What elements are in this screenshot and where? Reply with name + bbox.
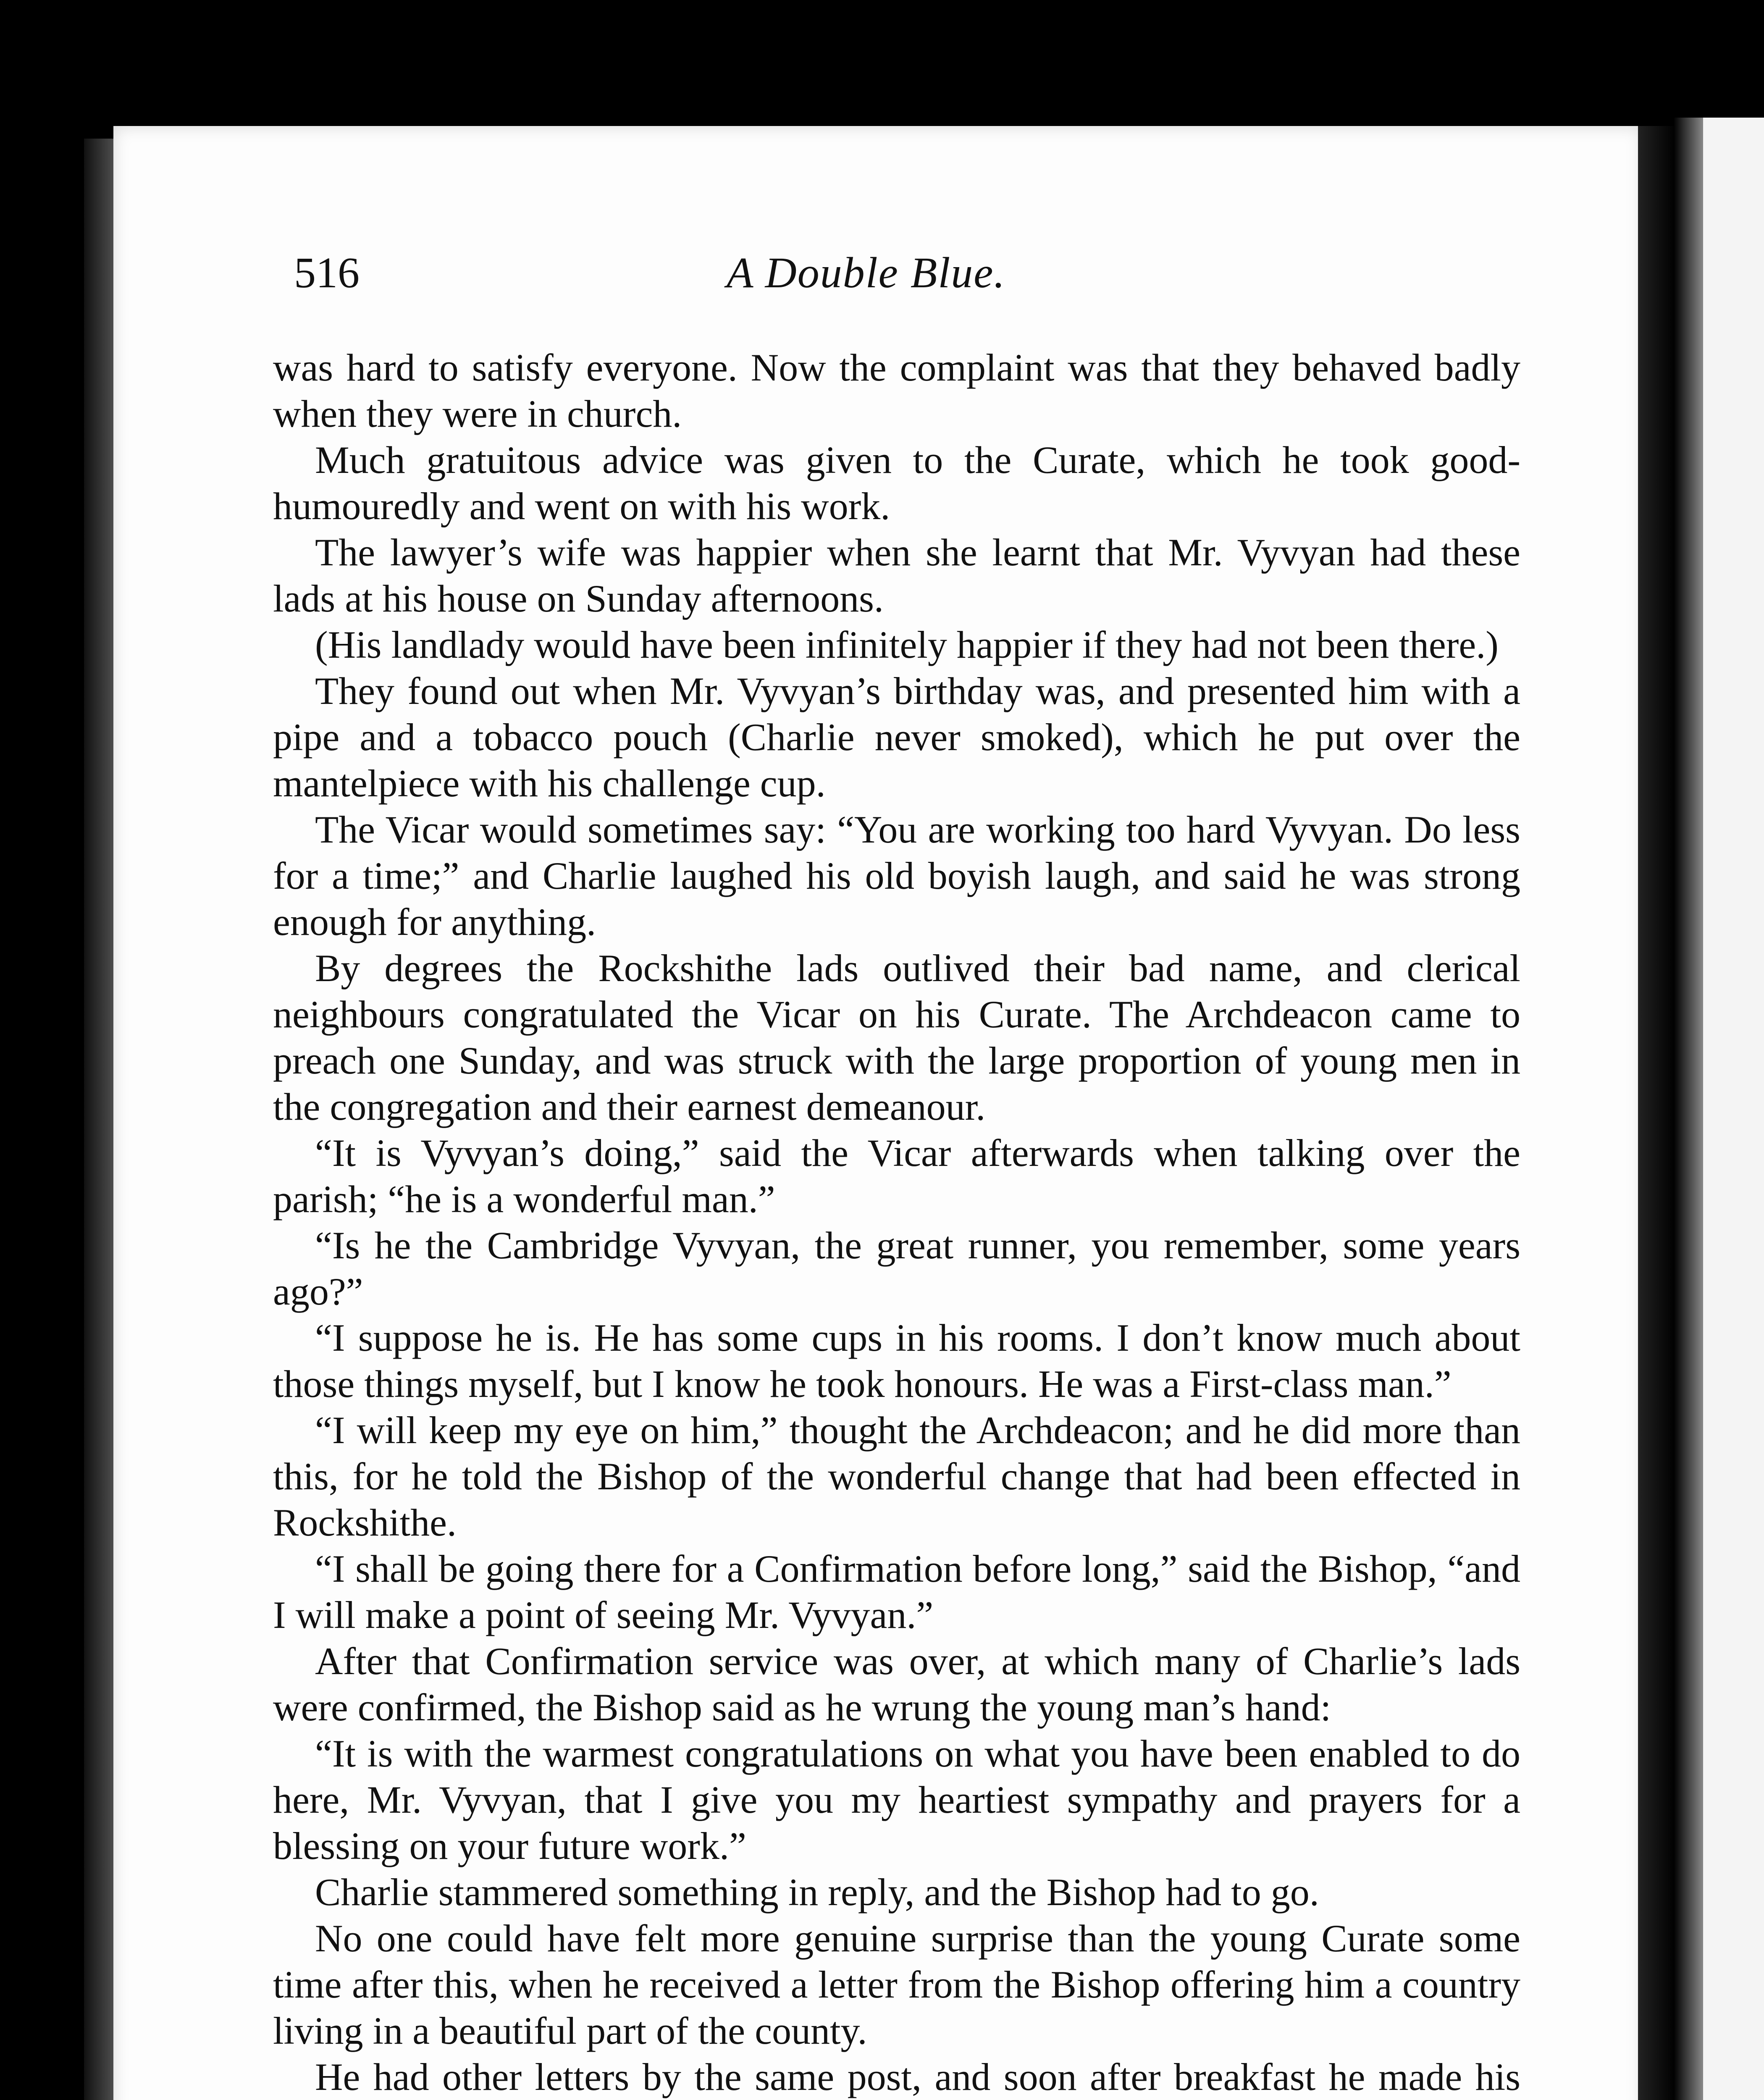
paragraph: (His landlady would have been infinitely happier if they had not been there.) [315,623,1499,666]
body-text [273,344,1520,2100]
page-number: 516 [294,249,360,297]
paragraph: They found out when Mr. Vyvyan’s birthday was, and presented him with a pipe and a tobacco pouch (Charlie never smoked), which he put over the mantelpiece with his challenge cup. [273,669,1520,805]
page-header [294,248,1520,302]
paragraph: “It is Vyvyan’s doing,” said the Vicar afterwards when talking over the parish; “he is a wonderful man.” [273,1131,1520,1221]
running-title: A Double Blue. [727,249,1006,297]
paragraph: The Vicar would sometimes say: “You are working too hard Vyvyan. Do less for a time;” and Charlie laughed his old boyish laugh, and said he was strong enough for anything. [273,808,1520,943]
page-edge-shadow [1638,126,1676,2100]
paragraph: After that Confirmation service was over, at which many of Charlie’s lads were confirmed, the Bishop said as he wrung the young man’s hand: [273,1640,1520,1729]
paragraph: No one could have felt more genuine surprise than the young Curate some time after this, when he received a letter from the Bishop offering him a country living in a beautiful part of the county. [273,1917,1520,2052]
paragraph: “I shall be going there for a Confirmation before long,” said the Bishop, “and I will make a point of seeing Mr. Vyvyan.” [273,1547,1520,1636]
paragraph: Charlie stammered something in reply, and the Bishop had to go. [315,1871,1319,1914]
paragraph: “It is with the warmest congratulations on what you have been enabled to do here, Mr. Vyvyan, that I give you my heartiest sympathy and prayers for a blessing on your future work.” [273,1732,1520,1867]
facing-page-sliver [1674,118,1764,2100]
paragraph: Much gratuitous advice was given to the Curate, which he took good-humouredly and went on with his work. [273,438,1520,528]
paragraph: The lawyer’s wife was happier when she learnt that Mr. Vyvyan had these lads at his house on Sunday afternoons. [273,531,1520,620]
book-gutter-shadow [84,139,118,2100]
paragraph: was hard to satisfy everyone. Now the complaint was that they behaved badly when they were in church. [273,346,1520,435]
paragraph: “I suppose he is. He has some cups in his rooms. I don’t know much about those things myself, but I know he took honours. He was a First-class man.” [273,1316,1520,1405]
paragraph: By degrees the Rockshithe lads outlived their bad name, and clerical neighbours congratulated the Vicar on his Curate. The Archdeacon came to preach one Sunday, and was struck with the large proportion of young men in the congregation and their earnest demeanour. [273,947,1520,1128]
paragraph: He had other letters by the same post, and soon after breakfast he made his [315,2055,1520,2098]
paragraph: “I will keep my eye on him,” thought the Archdeacon; and he did more than this, for he told the Bishop of the wonderful change that had been effected in Rockshithe. [273,1409,1520,1544]
paragraph: “Is he the Cambridge Vyvyan, the great runner, you remember, some years ago?” [273,1224,1520,1313]
